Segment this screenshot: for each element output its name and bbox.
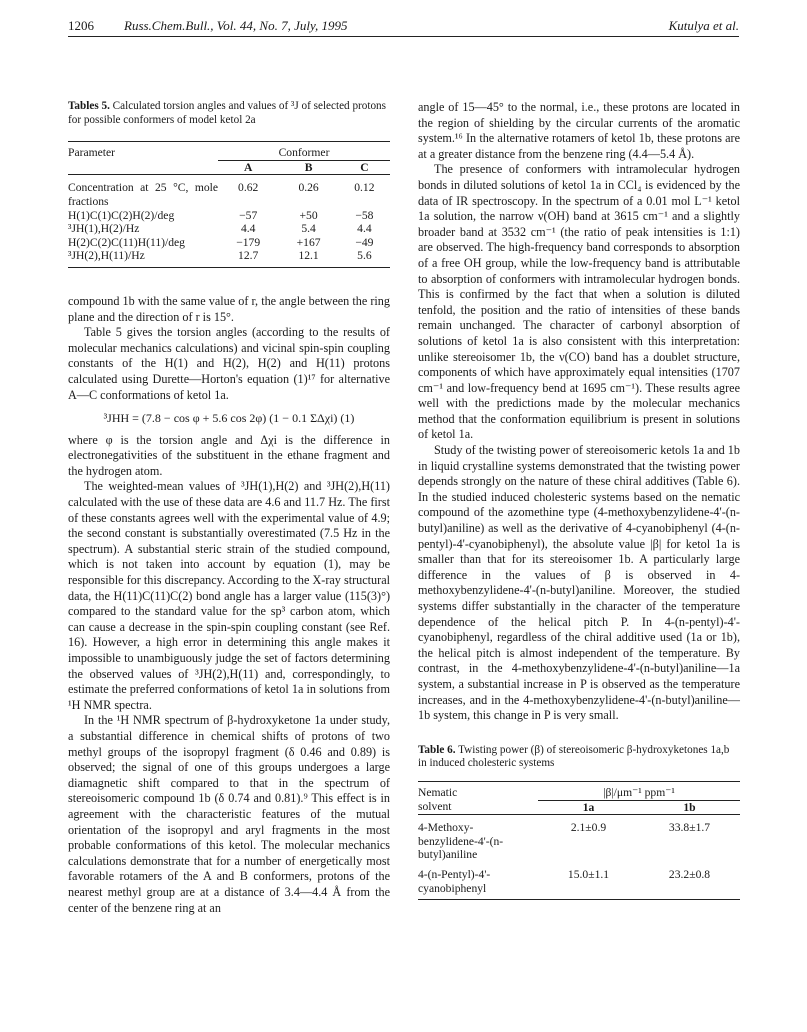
table5-cell-b: 0.26 bbox=[298, 181, 319, 195]
table5-cell-c: 5.6 bbox=[357, 249, 372, 263]
table-row bbox=[68, 209, 390, 223]
table6 bbox=[418, 781, 740, 900]
right-paragraph-3: Study of the twisting power of stereoisomeric ketols 1a and 1b in liquid crystalline systems demonstrated that the twisting power depends strongly on the nature of these chiral additives (Table 6). In the studied induced cholesteric systems based on the nematic compound of the azomethine type (4-methoxybenzylidene-4'-(n-butyl)aniline) as well as the derivative of 4-cyanobiphenyl (4-(n-pentyl)-4'-cyanobiphenyl), the absolute value |β| for ketol 1a is smaller than that for its stereoisomer 1b. A particularly large difference in the values of β is observed in 4-methoxybenzylidene-4'-(n-butyl)aniline. Moreover, the studied systems differ substantially in the character of the temperature dependence of the helical pitch P. In 4-(n-pentyl)-4'-cyanobiphenyl, regardless of the chiral additive used (1a or 1b), the helical pitch is almost independent of the temperature. By contrast, in the 4-methoxybenzylidene-4'-(n-butyl)aniline—1a system, a substantial increase in P is observed as the temperature increases, and in the 4-methoxybenzylidene-4'-(n-butyl)aniline—1b system, this change in P is very small. bbox=[418, 443, 740, 723]
table-row bbox=[68, 236, 390, 250]
table5-cell-a: 4.4 bbox=[240, 222, 256, 236]
running-header bbox=[68, 18, 739, 37]
table5-caption bbox=[68, 100, 390, 127]
table5-cell-param: ³JH(1),H(2)/Hz bbox=[68, 222, 140, 236]
table5-header-conformer: Conformer bbox=[218, 142, 390, 161]
table-row bbox=[68, 175, 390, 209]
table6-header-1a: 1a bbox=[582, 800, 595, 814]
table6-header-units: |β|/μm⁻¹ ppm⁻¹ bbox=[538, 781, 740, 800]
table6-header-solvent: solvent bbox=[418, 800, 452, 814]
left-paragraph-5: In the ¹H NMR spectrum of β-hydroxyketone 1a under study, a substantial difference in chemical shifts of protons of two methyl groups of the isopropyl fragment (δ 0.46 and 0.89) is observed; the signal of one of this groups undergoes a large diamagnetic shift compared to that in the spectrum of stereoisomeric compound 1b (δ 0.74 and 0.81).⁹ This effect is in agreement with the characteristic features of the mutual orientation of the isopropyl and aryl fragments in the most probable conformations of this ketol. The molecular mechanics calculations demonstrate that for a number of energetically most favorable rotamers of the A and B conformers, protons of the nearest methyl group are at a distance of 3.4—4.4 Å from the center of the benzene ring at an bbox=[68, 713, 390, 915]
table5-header-parameter: Parameter bbox=[68, 146, 115, 160]
table5-cell-a: −57 bbox=[239, 208, 258, 222]
left-paragraph-3: where φ is the torsion angle and Δχi is the difference in electronegativities of the substituent in the ethane fragment and the hydrogen atom. bbox=[68, 432, 390, 478]
table5-label: Tables 5. bbox=[68, 100, 110, 112]
table6-label: Table 6. bbox=[418, 743, 456, 756]
journal-citation: Russ.Chem.Bull., Vol. 44, No. 7, July, 1995 bbox=[124, 18, 348, 33]
table-row bbox=[68, 249, 390, 267]
right-paragraph-1: angle of 15—45° to the normal, i.e., these protons are located in the region of shielding by the circular currents of the aromatic system.¹⁶ In the alternative rotamers of ketol 1b, these protons are at a greater distance from the benzene ring (4.4—5.4 Å). bbox=[418, 100, 740, 161]
table5-header-a: A bbox=[244, 160, 253, 174]
left-paragraph-2: Table 5 gives the torsion angles (according to the results of molecular mechanics calculations) and vicinal spin-spin coupling constants of the H(1) and H(2), H(2) and H(11) protons calculated using Durette—Horton's equation (1)¹⁷ for alternative A—C conformations of ketol 1a. bbox=[68, 325, 390, 402]
table-row bbox=[418, 815, 740, 862]
table5-cell-b: 5.4 bbox=[301, 222, 316, 236]
right-paragraph-2: The presence of conformers with intramolecular hydrogen bonds in diluted solutions of ketol 1a in CCl₄ is evidenced by the data of IR spectroscopy. In the spectrum of a 0.01 mol L⁻¹ ketol 1a solution, the narrow ν(OH) band at 3615 cm⁻¹ and a slightly broader band at 3532 cm⁻¹ (the ratio of peak intensities is 1:1) are observed. The high-frequency band corresponds to absorption of a free OH group, while the low-frequency band is attributable to absorption of conformers with intramolecular hydrogen bonds. This is confirmed by the fact that when a solution is diluted tenfold, the position and the ratio of intensities of these bands remain unchanged. The character of carbonyl absorption of solutions of ketol 1a is also consistent with this interpretation: unlike stereoisomer 1b, the ν(CO) band has a doublet structure, components of which have approximately equal intensities (1707 cm⁻¹ and low-frequency bend at 1695 cm⁻¹). These results agree well with the predictions made by the molecular mechanics method that the conformation equilibrium is present in solutions of ketol 1a. bbox=[418, 162, 740, 442]
table-row bbox=[418, 862, 740, 900]
table5-cell-param: Concentration at 25 °C, mole fractions bbox=[68, 181, 218, 208]
table6-header-1b: 1b bbox=[683, 800, 696, 814]
table5-cell-c: 4.4 bbox=[357, 222, 372, 236]
table5-cell-c: −49 bbox=[355, 235, 374, 249]
table5-header-b: B bbox=[304, 160, 313, 174]
table5-cell-param: ³JH(2),H(11)/Hz bbox=[68, 249, 145, 263]
table-row bbox=[68, 222, 390, 236]
table5-cell-c: 0.12 bbox=[354, 181, 375, 195]
table6-cell-1a: 2.1±0.9 bbox=[570, 821, 607, 835]
table6-cell-1b: 33.8±1.7 bbox=[668, 821, 711, 835]
table5-cell-param: H(2)C(2)C(11)H(11)/deg bbox=[68, 235, 185, 249]
table5-caption-text: Calculated torsion angles and values of ³J of selected protons for possible conformers of model ketol 2a bbox=[68, 100, 387, 126]
table6-cell-1a: 15.0±1.1 bbox=[567, 867, 610, 881]
table5-cell-a: 0.62 bbox=[238, 181, 259, 195]
table5-header-c: C bbox=[360, 160, 369, 174]
table6-cell-solvent: 4-Methoxy-benzylidene-4'-(n-butyl)aniline bbox=[418, 821, 504, 862]
equation-1: ³JHH = (7.8 − cos φ + 5.6 cos 2φ) (1 − 0.1 ΣΔχi) (1) bbox=[103, 411, 355, 426]
table5-cell-a: −179 bbox=[236, 235, 261, 249]
page-number: 1206 bbox=[68, 18, 94, 33]
left-paragraph-1: compound 1b with the same value of r, the angle between the ring plane and the direction of r is 15°. bbox=[68, 293, 390, 324]
table6-header-nematic: Nematic bbox=[418, 785, 458, 799]
left-paragraph-4: The weighted-mean values of ³JH(1),H(2) and ³JH(2),H(11) calculated with the use of these data are 4.6 and 11.7 Hz. The first of these constants agrees well with the experimental value of 4.9; the second constant is substantially overestimated (7.5 Hz in the spectrum). A substantial steric strain of the studied compound, which is not taken into account by equation (1), may be responsible for this discrepancy. According to the X-ray structural data, the H(11)C(11)C(2) bond angle has a larger value (115(3)°) compared to the standard value for the sp³ carbon atom, which can cause a decrease in the spin-spin coupling constant (see Ref. 16). However, a high error in determining this angle makes it impossible to unambiguously judge the set of factors determining the observed values of ³JH(2),H(11) and, correspondingly, to estimate the preferred conformations of ketol 1a in solutions from ¹H NMR spectra. bbox=[68, 479, 390, 712]
left-column bbox=[68, 100, 390, 916]
table5-cell-param: H(1)C(1)C(2)H(2)/deg bbox=[68, 208, 175, 222]
table5-cell-b: +50 bbox=[299, 208, 318, 222]
table5 bbox=[68, 141, 390, 268]
right-column bbox=[418, 100, 740, 900]
running-authors: Kutulya et al. bbox=[668, 18, 739, 33]
table6-cell-1b: 23.2±0.8 bbox=[668, 867, 711, 881]
table6-caption-text: Twisting power (β) of stereoisomeric β-hydroxyketones 1a,b in induced cholesteric systems bbox=[418, 743, 730, 770]
table5-cell-b: +167 bbox=[296, 235, 321, 249]
table5-cell-a: 12.7 bbox=[238, 249, 259, 263]
table5-cell-c: −58 bbox=[355, 208, 374, 222]
table6-cell-solvent: 4-(n-Pentyl)-4'-cyanobiphenyl bbox=[418, 867, 491, 895]
table5-cell-b: 12.1 bbox=[298, 249, 319, 263]
table6-caption bbox=[418, 744, 740, 771]
